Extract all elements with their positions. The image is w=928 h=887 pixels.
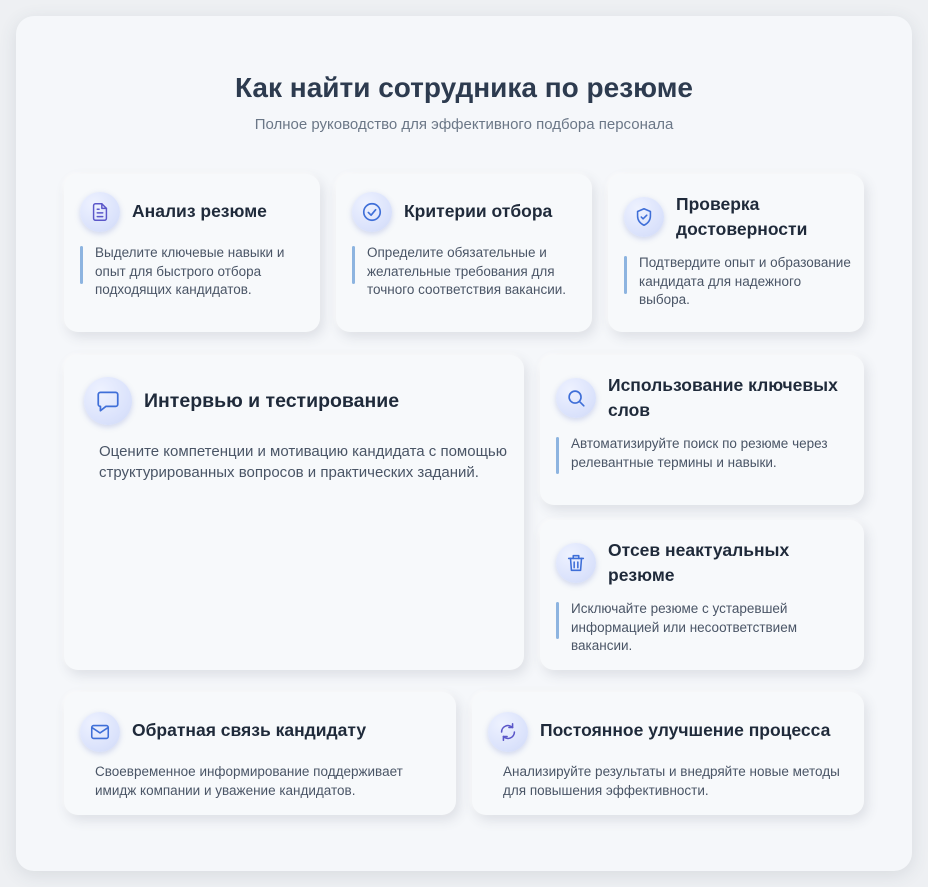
search-icon <box>556 378 596 418</box>
card-title: Проверка достоверности <box>676 194 808 239</box>
card-title: Обратная связь кандидату <box>132 720 367 740</box>
card-description: Автоматизируйте поиск по резюме через релевантные термины и навыки. <box>571 436 828 470</box>
card-title: Анализ резюме <box>132 201 267 221</box>
page-subtitle: Полное руководство для эффективного подбора персонала <box>254 116 674 133</box>
mail-icon <box>80 712 120 752</box>
card-description: Анализируйте результаты и внедряйте новые методы для повышения эффективности. <box>503 764 840 798</box>
document-icon <box>80 192 120 232</box>
accent-bar <box>556 602 559 639</box>
chat-bubble-icon <box>84 377 132 425</box>
shield-check-icon <box>624 197 664 237</box>
card-title: Постоянное улучшение процесса <box>540 720 831 740</box>
trash-icon <box>556 543 596 583</box>
card-description: Выделите ключевые навыки и опыт для быстрого отбора подходящих кандидатов. <box>95 245 285 297</box>
card-description: Исключайте резюме с устаревшей информацией или несоответствием вакансии. <box>571 601 798 653</box>
card-description: Своевременное информирование поддерживает имидж компании и уважение кандидатов. <box>95 764 403 798</box>
accent-bar <box>80 246 83 284</box>
card-title: Использование ключевых слов <box>608 375 838 420</box>
card-description: Определите обязательные и желательные требования для точного соответствия вакансии. <box>367 245 567 297</box>
page-title: Как найти сотрудника по резюме <box>235 72 693 103</box>
card-title: Критерии отбора <box>404 201 553 221</box>
accent-bar <box>352 246 355 284</box>
card-description: Подтвердите опыт и образование кандидата для надежного выбора. <box>639 255 851 307</box>
accent-bar <box>624 256 627 294</box>
card-description: Оцените компетенции и мотивацию кандидата с помощью структурированных вопросов и практических заданий. <box>99 443 507 481</box>
refresh-icon <box>488 712 528 752</box>
card-title: Интервью и тестирование <box>144 390 400 412</box>
accent-bar <box>556 437 559 474</box>
check-circle-icon <box>352 192 392 232</box>
card-title: Отсев неактуальных резюме <box>608 540 790 585</box>
